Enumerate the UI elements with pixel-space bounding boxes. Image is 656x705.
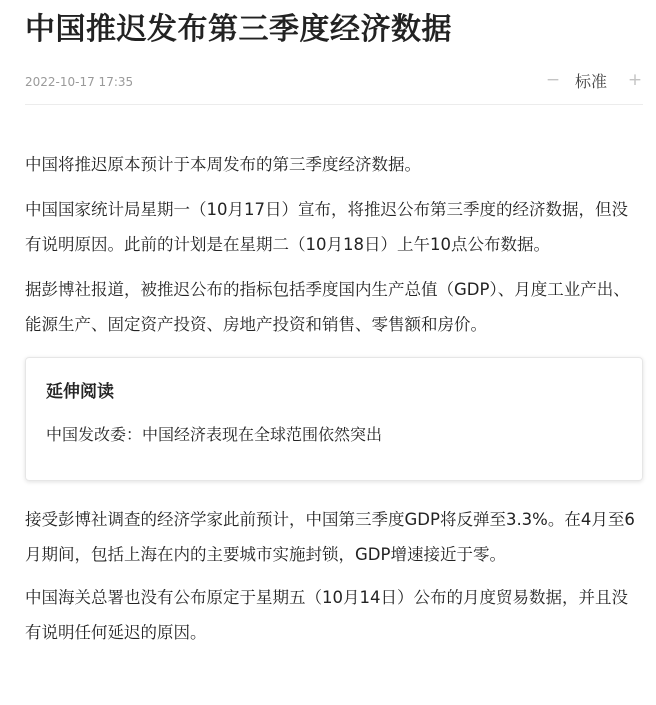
article-title: 中国推迟发布第三季度经济数据 <box>25 12 452 47</box>
publish-timestamp: 2022-10-17 17:35 <box>25 75 134 89</box>
related-reading-box <box>25 357 643 481</box>
article-paragraph: 中国将推迟原本预计于本周发布的第三季度经济数据。 <box>25 155 421 174</box>
font-size-label: 标准 <box>574 71 607 91</box>
article-meta <box>25 72 643 105</box>
font-size-control <box>545 66 643 94</box>
article-paragraph: 接受彭博社调查的经济学家此前预计，中国第三季度GDP将反弹至3.3%。在4月至6月期间，包括上海在内的主要城市实施封锁，GDP增速接近于零。 <box>25 510 635 564</box>
article-paragraph: 据彭博社报道，被推迟公布的指标包括季度国内生产总值（GDP）、月度工业产出、能源生产、固定资产投资、房地产投资和销售、零售额和房价。 <box>25 280 630 334</box>
article <box>25 0 643 650</box>
font-increase-button[interactable]: + <box>627 70 643 90</box>
related-reading-heading: 延伸阅读 <box>46 382 114 402</box>
related-article-link[interactable]: 中国发改委：中国经济表现在全球范围依然突出 <box>46 425 383 444</box>
font-decrease-button[interactable]: − <box>545 70 561 90</box>
article-paragraph: 中国国家统计局星期一（10月17日）宣布，将推迟公布第三季度的经济数据，但没有说明原因。此前的计划是在星期二（10月18日）上午10点公布数据。 <box>25 200 628 254</box>
article-paragraph: 中国海关总署也没有公布原定于星期五（10月14日）公布的月度贸易数据，并且没有说明任何延迟的原因。 <box>25 588 628 642</box>
